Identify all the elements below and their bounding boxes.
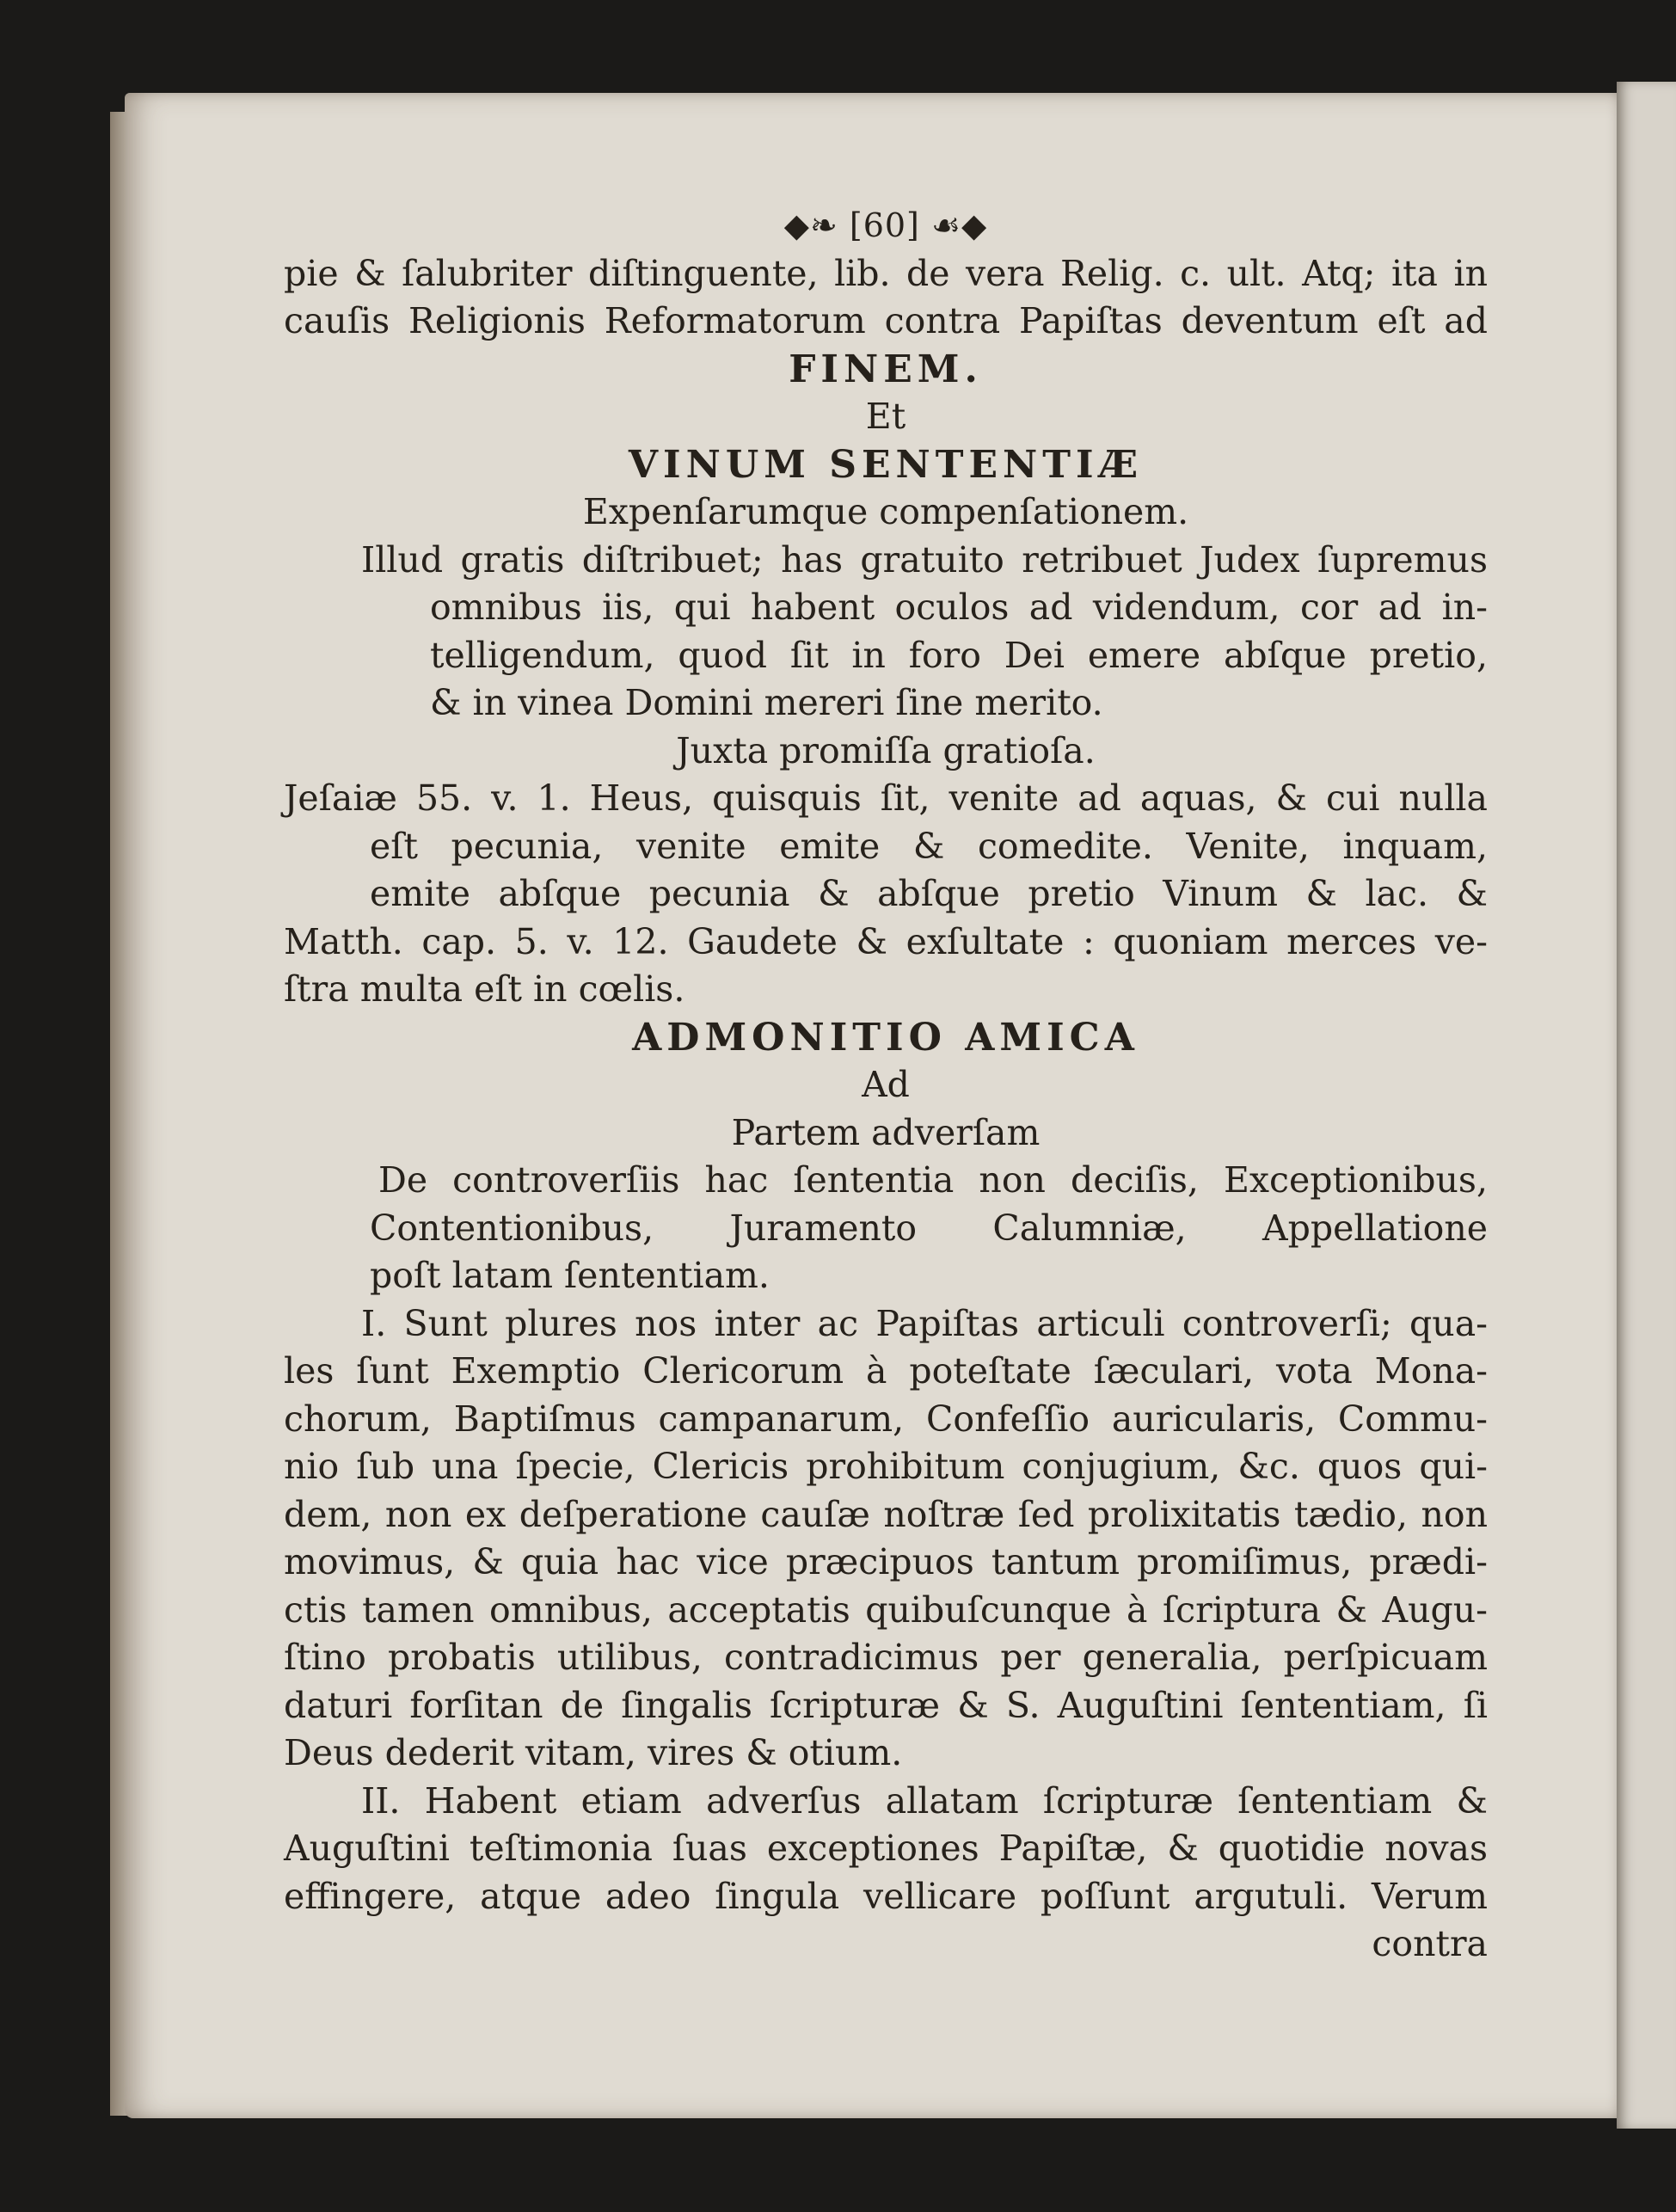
text-line: emite abſque pecunia & abſque pretio Vinum & lac. &	[370, 873, 1488, 914]
text-line: Deus dederit vitam, vires & otium.	[284, 1732, 903, 1773]
heading-vinum: VINUM SENTENTIÆ	[628, 442, 1144, 487]
text-line: De controverſiis hac ſententia non deciſis, Exceptionibus,	[378, 1159, 1488, 1201]
heading-admonitio: ADMONITIO AMICA	[632, 1015, 1139, 1060]
text-line: eſt pecunia, venite emite & comedite. Venite, inquam,	[370, 825, 1488, 867]
subheading: Juxta promiſſa gratioſa.	[676, 729, 1096, 771]
text-line: Contentionibus, Juramento Calumniæ, Appellatione	[370, 1207, 1488, 1249]
text-line: & in vinea Domini mereri ſine merito.	[430, 682, 1103, 723]
text-line: poſt latam ſententiam.	[370, 1255, 770, 1296]
text-line: Auguſtini teſtimonia ſuas exceptiones Papiſtæ, & quotidie novas	[284, 1828, 1488, 1869]
adjacent-page	[1617, 82, 1676, 2129]
subheading: Partem adverſam	[731, 1111, 1041, 1153]
text-line: I. Sunt plures nos inter ac Papiſtas articuli controverſi; qua-	[361, 1302, 1488, 1344]
text-line: II. Habent etiam adverſus allatam ſcripturæ ſententiam &	[361, 1779, 1488, 1822]
text-line: movimus, & quia hac vice præcipuos tantum promiſimus, prædi-	[284, 1541, 1488, 1582]
text-line: les ſunt Exemptio Clericorum à poteſtate ſæculari, vota Mona-	[284, 1350, 1488, 1392]
text-line: daturi forſitan de ſingalis ſcripturæ & S. Auguſtini ſententiam, ſi	[284, 1684, 1488, 1726]
text-line: telligendum, quod ſit in foro Dei emere abſque pretio,	[430, 634, 1488, 676]
text-line: ſtino probatis utilibus, contradicimus per generalia, perſpicuam	[284, 1637, 1488, 1678]
heading-et: Et	[865, 396, 906, 437]
text-line: cauſis Religionis Reformatorum contra Papiſtas deventum eſt ad	[284, 300, 1488, 341]
text-line: ſtra multa eſt in cœlis.	[284, 968, 685, 1010]
catchword: contra	[1372, 1923, 1488, 1964]
text-line: nio ſub una ſpecie, Clericis prohibitum conjugium, &c. quos qui-	[284, 1446, 1488, 1487]
text-line: Matth. cap. 5. v. 12. Gaudete & exſultate : quoniam merces ve-	[284, 920, 1488, 962]
text-line: dem, non ex deſperatione cauſæ noſtræ ſed prolixitatis tædio, non	[284, 1493, 1488, 1535]
heading-ad: Ad	[862, 1064, 910, 1105]
text-line: omnibus iis, qui habent oculos ad videndum, cor ad in-	[430, 587, 1488, 628]
text-line: Jeſaiæ 55. v. 1. Heus, quisquis ſit, venite ad aquas, & cui nulla	[284, 777, 1488, 819]
page-number-header: ◆❧ [60] ☙◆	[783, 206, 988, 244]
heading-finem: FINEM.	[789, 347, 983, 391]
text-line: Illud gratis diſtribuet; has gratuito retribuet Judex ſupremus	[361, 538, 1488, 581]
text-line: pie & ſalubriter diſtinguente, lib. de vera Relig. c. ult. Atq; ita in	[284, 252, 1488, 294]
subheading: Expenſarumque compenſationem.	[582, 491, 1189, 532]
text-line: effingere, atque adeo ſingula vellicare poſſunt argutuli. Verum	[284, 1875, 1488, 1917]
page-text	[284, 202, 1488, 1969]
text-line: ctis tamen omnibus, acceptatis quibuſcunque à ſcriptura & Augu-	[284, 1588, 1488, 1631]
text-line: chorum, Baptiſmus campanarum, Confeſſio auricularis, Commu-	[284, 1398, 1488, 1440]
page-number: [60]	[849, 206, 920, 244]
